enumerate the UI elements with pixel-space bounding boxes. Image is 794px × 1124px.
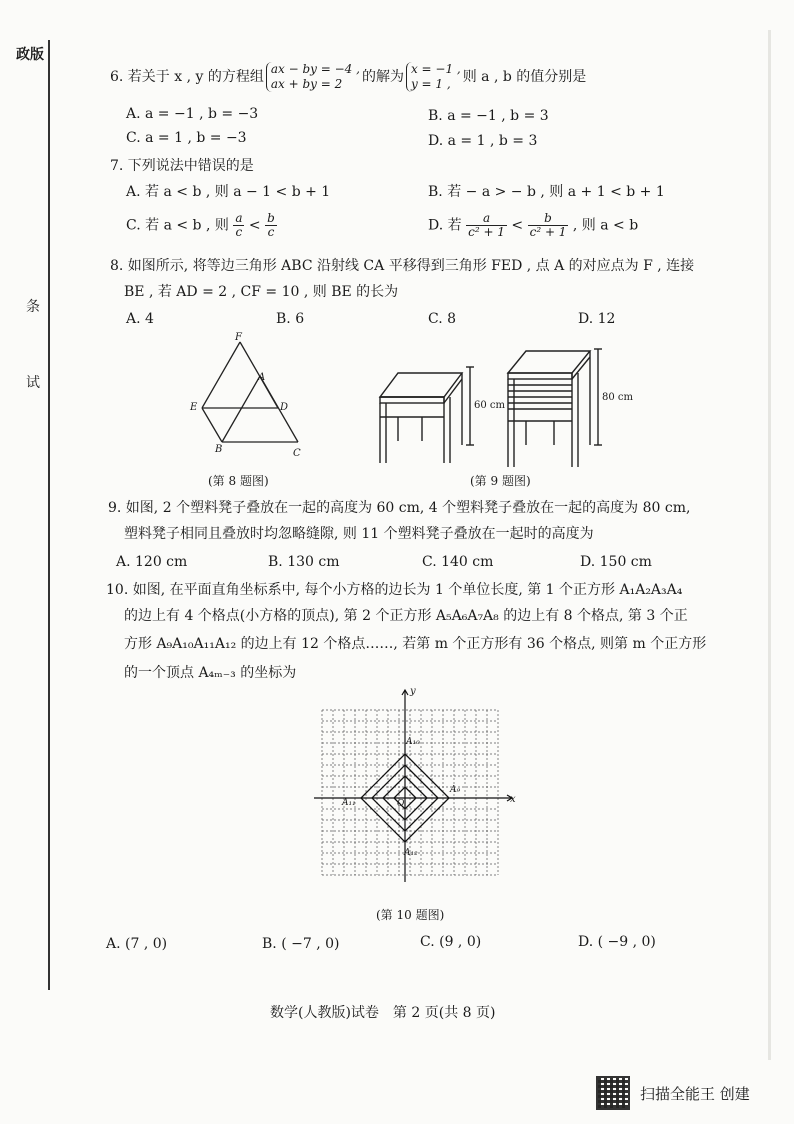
fig10-point-a11: A₁₁: [342, 798, 356, 808]
q9-option-d[interactable]: D. 150 cm: [580, 554, 652, 570]
fig10-origin: O: [397, 799, 405, 809]
q7-d-den2: c² + 1: [529, 225, 567, 239]
margin-label-side1: 条: [26, 299, 40, 315]
fig10-axis-x: x: [510, 794, 516, 805]
fig8-label-E: E: [190, 402, 198, 413]
margin-label-side2: 试: [26, 375, 40, 391]
q7-option-a[interactable]: A. 若 a < b , 则 a − 1 < b + 1: [126, 184, 331, 200]
figure-10-grid: [312, 686, 526, 886]
q6-eq2: ax + by = 2: [270, 77, 343, 91]
fig10-caption: (第 10 题图): [376, 908, 445, 922]
q7-stem: 7. 下列说法中错误的是: [110, 158, 254, 174]
q6-solution-system: [406, 62, 461, 92]
fig9-caption: (第 9 题图): [470, 474, 531, 488]
q9-option-c[interactable]: C. 140 cm: [422, 554, 494, 570]
q7-c-frac2: [265, 212, 277, 239]
q10-line3: 方形 A₉A₁₀A₁₁A₁₂ 的边上有 12 个格点……, 若第 m 个正方形有 36 个格点, 则第 m 个正方形: [124, 636, 707, 652]
q9-line1: 9. 如图, 2 个塑料凳子叠放在一起的高度为 60 cm, 4 个塑料凳子叠放在一起的高度为 80 cm,: [108, 500, 691, 516]
q10-option-d[interactable]: D. ( −9 , 0): [578, 934, 656, 950]
scanner-watermark: 扫描全能王 创建: [640, 1085, 750, 1103]
q8-line2: BE , 若 AD = 2 , CF = 10 , 则 BE 的长为: [124, 284, 399, 300]
fig8-label-F: F: [235, 332, 242, 343]
q6-stem: [110, 62, 586, 92]
q7-d-lt: <: [511, 217, 524, 234]
q9-option-b[interactable]: B. 130 cm: [268, 554, 340, 570]
q7-option-b[interactable]: B. 若 − a > − b , 则 a + 1 < b + 1: [428, 184, 665, 200]
q9-line2: 塑料凳子相同且叠放时均忽略缝隙, 则 11 个塑料凳子叠放在一起时的高度为: [124, 526, 594, 542]
page-footer: 数学(人教版)试卷 第 2 页(共 8 页): [270, 1005, 496, 1021]
q7-c-frac1: [233, 212, 244, 239]
q6-option-d[interactable]: D. a = 1 , b = 3: [428, 133, 538, 149]
q8-option-a[interactable]: A. 4: [126, 311, 154, 327]
q7-d-den1: c² + 1: [468, 225, 505, 239]
fig8-caption: (第 8 题图): [208, 474, 269, 488]
fig10-point-a12: A₁₂: [404, 848, 418, 858]
q6-stem-pre: 6. 若关于 x , y 的方程组: [110, 69, 264, 85]
q6-option-a[interactable]: A. a = −1 , b = −3: [126, 106, 259, 122]
fig10-point-a10: A₁₀: [406, 737, 420, 747]
q6-option-c[interactable]: C. a = 1 , b = −3: [126, 130, 247, 146]
q10-line4: 的一个顶点 A₄ₘ₋₃ 的坐标为: [124, 665, 297, 681]
q8-option-d[interactable]: D. 12: [578, 311, 616, 327]
q10-option-c[interactable]: C. (9 , 0): [420, 934, 482, 950]
fig9-height-2-stools: 60 cm: [474, 400, 505, 411]
q7-c-num1: a: [235, 211, 243, 225]
right-page-edge: [768, 30, 771, 1060]
q7-c-num2: b: [267, 211, 275, 225]
q7-d-pre: D. 若: [428, 217, 462, 234]
q9-option-a[interactable]: A. 120 cm: [116, 554, 188, 570]
q6-equation-system: [266, 62, 360, 92]
fig10-point-a9: A₉: [450, 785, 461, 795]
q6-option-b[interactable]: B. a = −1 , b = 3: [428, 108, 549, 124]
q8-option-c[interactable]: C. 8: [428, 311, 457, 327]
q7-d-frac2: [528, 212, 569, 239]
q6-sol2: y = 1 ,: [410, 77, 451, 91]
q10-line2: 的边上有 4 个格点(小方格的顶点), 第 2 个正方形 A₅A₆A₇A₈ 的边上有 8 个格点, 第 3 个正: [124, 608, 688, 624]
q10-option-b[interactable]: B. ( −7 , 0): [262, 936, 340, 952]
fig9-height-4-stools: 80 cm: [602, 392, 633, 403]
q7-d-num2: b: [528, 212, 569, 226]
q6-stem-mid: 的解为: [361, 69, 404, 85]
fig8-label-B: B: [215, 444, 223, 455]
q7-c-den1: c: [235, 225, 243, 239]
q7-option-d[interactable]: [428, 212, 638, 239]
q7-c-lt: <: [248, 217, 261, 234]
q7-option-c[interactable]: [126, 212, 277, 239]
q6-sol1: x = −1 ,: [410, 62, 461, 76]
q8-line1: 8. 如图所示, 将等边三角形 ABC 沿射线 CA 平移得到三角形 FED , 点 A 的对应点为 F , 连接: [110, 258, 695, 274]
fig8-label-C: C: [293, 448, 301, 459]
margin-label-top: 政版: [16, 47, 44, 63]
fig8-label-A: A: [258, 372, 266, 383]
q10-line1: 10. 如图, 在平面直角坐标系中, 每个小方格的边长为 1 个单位长度, 第 1 个正方形 A₁A₂A₃A₄: [106, 582, 683, 598]
q7-d-post: , 则 a < b: [572, 217, 639, 234]
q6-stem-post: 则 a , b 的值分别是: [462, 69, 587, 85]
q7-d-frac1: [466, 212, 507, 239]
qr-code-icon: [596, 1076, 630, 1110]
left-margin-line: [48, 40, 50, 990]
q6-eq1: ax − by = −4 ,: [270, 62, 360, 76]
q7-c-pre: C. 若 a < b , 则: [126, 217, 229, 234]
fig10-axis-y: y: [410, 686, 416, 697]
q8-option-b[interactable]: B. 6: [276, 311, 305, 327]
q10-option-a[interactable]: A. (7 , 0): [106, 936, 168, 952]
q7-d-num1: a: [466, 212, 507, 226]
fig8-label-D: D: [280, 402, 289, 413]
q7-c-den2: c: [267, 225, 275, 239]
